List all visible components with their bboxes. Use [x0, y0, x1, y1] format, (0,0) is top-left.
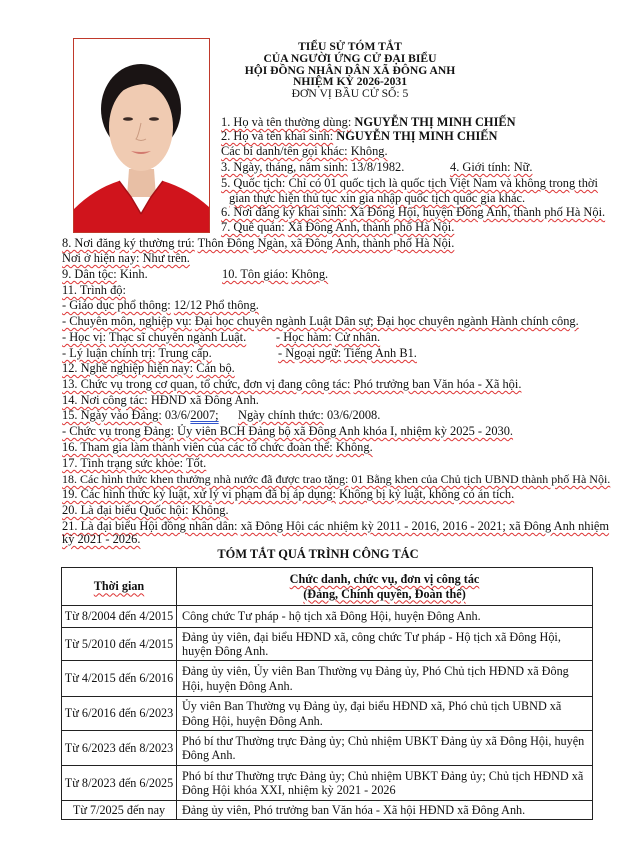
- header-title: TIỂU SỬ TÓM TẮT: [298, 40, 402, 53]
- field-council-member: [62, 519, 609, 534]
- field-value: Xã Đông Hội, huyện Đông Anh, thành phố Hà Nội.: [349, 205, 606, 219]
- field-value: Không bị kỷ luật, không có án tích.: [339, 487, 515, 501]
- header-term: NHIỆM KỲ 2026-2031: [292, 75, 407, 89]
- field-value: Không.: [335, 440, 373, 454]
- field-value: Thạc sĩ chuyên ngành Luật.: [108, 330, 247, 344]
- field-value: 03/6/2008.: [326, 408, 381, 422]
- field-label: 11. Trình độ:: [62, 283, 126, 297]
- field-discipline: [62, 487, 514, 502]
- field-label: 15. Ngày vào Đảng:: [62, 408, 162, 422]
- field-value: HĐND xã Đông Anh.: [150, 393, 259, 407]
- cell-role: Công chức Tư pháp - hộ tịch xã Đông Hội, huyện Đông Anh.: [177, 606, 593, 628]
- table-row: [62, 661, 593, 697]
- field-value: Tiếng Anh B1.: [344, 346, 417, 360]
- column-header-role: [177, 568, 593, 606]
- field-label: - Giáo dục phổ thông:: [62, 298, 171, 312]
- field-value: Tốt.: [185, 456, 207, 470]
- header-electoral-unit: ĐƠN VỊ BẦU CỬ SỐ: 5: [291, 87, 409, 101]
- field-political-theory: [62, 346, 212, 361]
- field-label: Nơi ở hiện nay:: [62, 251, 140, 265]
- field-foreign-language: [278, 346, 417, 361]
- field-value: Thôn Đông Ngàn, xã Đông Anh, thành phố Hà Nội.: [197, 236, 455, 250]
- field-health: [62, 456, 206, 471]
- field-label: - Học vị:: [62, 330, 107, 344]
- field-awards: [62, 472, 610, 487]
- field-label: 10. Tôn giáo:: [222, 267, 289, 281]
- field-hometown: [221, 220, 454, 235]
- field-birth-registration: [221, 205, 605, 220]
- work-history-table: [61, 567, 593, 820]
- field-specialization: [62, 314, 579, 329]
- field-occupation: [62, 361, 235, 376]
- field-value: Xã Đông Anh, thành phố Hà Nội.: [287, 220, 455, 234]
- field-value: 12/12 Phổ thông.: [173, 298, 259, 312]
- field-label: 1. Họ và tên thường dùng:: [221, 115, 352, 129]
- field-academic-degree: [62, 330, 246, 345]
- field-value: kỳ 2021 - 2026.: [62, 532, 141, 546]
- field-value-year: 2007;: [190, 408, 219, 422]
- field-label: 2. Họ và tên khai sinh:: [221, 129, 334, 143]
- field-label: 21. Là đại biểu Hội đồng nhân dân:: [62, 519, 238, 533]
- field-label: 13. Chức vụ trong cơ quan, tổ chức, đơn vị đang công tác:: [62, 377, 351, 391]
- cell-time: Từ 8/2004 đến 4/2015: [62, 606, 177, 628]
- table-row: [62, 606, 593, 628]
- field-education-heading: [62, 283, 126, 298]
- header-subtitle: CỦA NGƯỜI ỨNG CỬ ĐẠI BIỂU: [263, 51, 437, 65]
- cell-role: Đảng ủy viên, đại biểu HĐND xã, công chức Tư pháp - Hộ tịch xã Đông Hội, huyện Đông Anh.: [177, 628, 593, 661]
- field-value: Phó trưởng ban Văn hóa - Xã hội.: [353, 377, 522, 391]
- column-header-time: [62, 568, 177, 606]
- field-label: 20. Là đại biểu Quốc hội:: [62, 503, 189, 517]
- cell-time: Từ 6/2023 đến 8/2023: [62, 731, 177, 766]
- field-alias: [221, 144, 388, 159]
- field-party-role: [62, 424, 513, 439]
- field-label: - Ngoại ngữ:: [278, 346, 342, 360]
- field-value: Nữ.: [513, 160, 533, 174]
- table-header-row: [62, 568, 593, 606]
- field-gender: [450, 160, 532, 175]
- cell-role: Ủy viên Ban Thường vụ Đảng ủy, đại biểu HĐND xã, Phó chủ tịch UBND xã Đông Hội, huyện Đông Anh.: [177, 697, 593, 731]
- field-label: Các bí danh/tên gọi khác:: [221, 144, 348, 158]
- candidate-photo: [73, 38, 210, 233]
- field-religion: [222, 267, 328, 282]
- table-row: [62, 766, 593, 801]
- field-value: Cử nhân.: [334, 330, 381, 344]
- field-label: - Chuyên môn, nghiệp vụ:: [62, 314, 192, 328]
- field-birth-name: [221, 129, 498, 144]
- field-academic-title: [276, 330, 380, 345]
- field-value: NGUYỄN THỊ MINH CHIẾN: [336, 129, 498, 143]
- cell-time: Từ 4/2015 đến 6/2016: [62, 661, 177, 697]
- field-label: 5. Quốc tịch:: [221, 176, 286, 190]
- cell-role: Phó bí thư Thường trực Đảng ủy; Chủ nhiệm UBKT Đảng ủy; Chủ tịch HĐND xã Đông Hội khóa XXI, nhiệm kỳ 2021 - 2026: [177, 766, 593, 801]
- field-value: xã Đông Hội các nhiệm kỳ 2011 - 2016, 2016 - 2021; xã Đông Anh nhiệm: [240, 519, 610, 533]
- field-value: Không.: [350, 144, 388, 158]
- cell-role: Đảng ủy viên, Phó trưởng ban Văn hóa - Xã hội HĐND xã Đông Anh.: [177, 801, 593, 820]
- cell-time: Từ 6/2016 đến 6/2023: [62, 697, 177, 731]
- field-value: Không.: [191, 503, 229, 517]
- field-label: - Lý luận chính trị:: [62, 346, 156, 360]
- table-row: [62, 628, 593, 661]
- column-header-role-line1: Chức danh, chức vụ, đơn vị công tác: [289, 572, 480, 586]
- field-current-residence: [62, 251, 190, 266]
- field-permanent-residence: [62, 236, 454, 251]
- field-value: gian thực hiện thủ tục xin gia nhập quốc tịch quốc gia khác.: [229, 191, 526, 205]
- field-value-prefix: 03/6/: [164, 408, 191, 422]
- field-value: 01 Bằng khen của Chủ tịch UBND thành phố Hà Nội.: [351, 472, 611, 486]
- document-header: [200, 41, 500, 100]
- field-label: 7. Quê quán:: [221, 220, 285, 234]
- field-value: NGUYỄN THỊ MINH CHIẾN: [354, 115, 516, 129]
- field-value: Không.: [291, 267, 329, 281]
- field-label: 16. Tham gia làm thành viên của các tổ chức đoàn thể:: [62, 440, 333, 454]
- field-national-assembly: [62, 503, 229, 518]
- field-value: Kinh.: [119, 267, 148, 281]
- field-common-name: [221, 115, 516, 130]
- field-label: Ngày chính thức:: [238, 408, 324, 422]
- portrait-image: [74, 39, 209, 232]
- field-nationality: [221, 176, 598, 191]
- field-label: 12. Nghề nghiệp hiện nay:: [62, 361, 194, 375]
- field-party-official-date: [238, 408, 380, 423]
- cell-role: Đảng ủy viên, Ủy viên Ban Thường vụ Đảng ủy, Phó Chủ tịch HĐND xã Đông Hội, huyện Đông Anh.: [177, 661, 593, 697]
- field-label: 17. Tình trạng sức khỏe:: [62, 456, 184, 470]
- cell-role: Phó bí thư Thường trực Đảng ủy; Chủ nhiệm UBKT Đảng ủy xã Đông Hội, huyện Đông Anh.: [177, 731, 593, 766]
- field-organizations: [62, 440, 373, 455]
- field-value: Ủy viên BCH Đảng bộ xã Đông Anh khóa I, nhiệm kỳ 2025 - 2030.: [177, 424, 514, 438]
- work-history-title: TÓM TẮT QUÁ TRÌNH CÔNG TÁC: [217, 547, 419, 561]
- field-label: - Học hàm:: [276, 330, 332, 344]
- field-label: 19. Các hình thức kỷ luật, xử lý vi phạm đã bị áp dụng:: [62, 487, 336, 501]
- field-workplace: [62, 393, 259, 408]
- table-row: [62, 801, 593, 820]
- column-header-role-line2: (Đảng, Chính quyền, Đoàn thể): [303, 586, 466, 601]
- header-council: HỘI ĐỒNG NHÂN DÂN XÃ ĐÔNG ANH: [244, 63, 456, 77]
- field-value: Đại học chuyên ngành Luật Dân sự; Đại học chuyên ngành Hành chính công.: [194, 314, 579, 328]
- field-label: 4. Giới tính:: [450, 160, 511, 174]
- column-header-time-label: Thời gian: [93, 579, 145, 594]
- field-council-member-cont: [62, 532, 140, 547]
- field-value: 13/8/1982.: [350, 160, 405, 174]
- field-position: [62, 377, 521, 392]
- field-label: 6. Nơi đăng ký khai sinh:: [221, 205, 347, 219]
- table-row: [62, 731, 593, 766]
- field-label: - Chức vụ trong Đảng:: [62, 424, 175, 438]
- field-value: Như trên.: [142, 251, 190, 265]
- field-label: 9. Dân tộc:: [62, 267, 117, 281]
- field-label: 8. Nơi đăng ký thường trú:: [62, 236, 195, 250]
- field-value: Trung cấp.: [158, 346, 212, 360]
- field-nationality-cont: [229, 191, 525, 206]
- cell-time: Từ 8/2023 đến 6/2025: [62, 766, 177, 801]
- field-value: Cán bộ.: [196, 361, 235, 375]
- field-label: 18. Các hình thức khen thưởng nhà nước đã được trao tặng:: [62, 472, 349, 486]
- field-birth-date: [221, 160, 404, 175]
- field-party-join-date: [62, 408, 219, 423]
- table-row: [62, 697, 593, 731]
- field-label: 14. Nơi công tác:: [62, 393, 148, 407]
- field-ethnicity: [62, 267, 148, 282]
- cell-time: Từ 7/2025 đến nay: [62, 801, 177, 820]
- field-label: 3. Ngày, tháng, năm sinh:: [221, 160, 348, 174]
- cell-time: Từ 5/2010 đến 4/2015: [62, 628, 177, 661]
- field-value: Chỉ có 01 quốc tịch là quốc tịch Việt Nam và không trong thời: [288, 176, 598, 190]
- field-general-education: [62, 298, 259, 313]
